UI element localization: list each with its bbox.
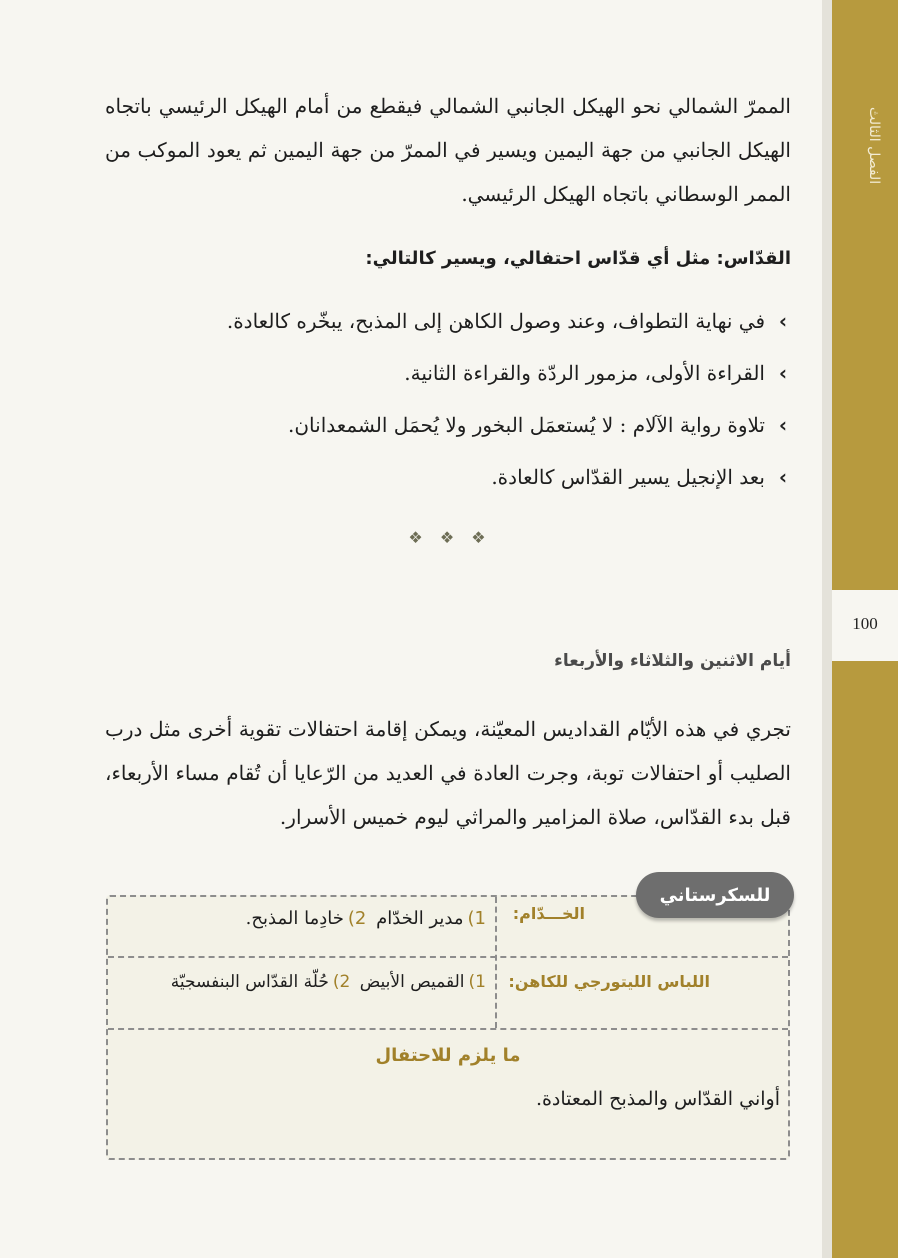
servers-label: الخـــدّام: xyxy=(512,904,585,923)
mass-heading: القدّاس: مثل أي قدّاس احتفالي، ويسير كالتالي: xyxy=(365,248,791,269)
requirements-text: أواني القدّاس والمذبح المعتادة. xyxy=(535,1088,780,1110)
procession-paragraph: الممرّ الشمالي نحو الهيكل الجانبي الشمالي فيقطع من أمام الهيكل الرئيسي باتجاه الهيكل الجانبي من جهة اليمين ويسير في الممرّ من جهة اليمين ثم يعود الموكب من الممر الوسطاني باتجاه الهيكل الرئيسي. xyxy=(105,94,791,206)
sacristan-tag: للسكرستاني xyxy=(636,872,794,918)
list-item xyxy=(105,347,791,399)
item-number: 2) xyxy=(332,972,351,992)
item-text: حُلّة القدّاس البنفسجيّة xyxy=(170,972,329,992)
item-text: خادِما المذبح. xyxy=(245,908,344,929)
item-number: 2) xyxy=(347,908,367,929)
item-text: مدير الخدّام xyxy=(376,908,464,929)
page-edge-strip xyxy=(822,0,832,1258)
ornament-divider-icon: ❖ ❖ ❖ xyxy=(408,528,492,547)
list-item xyxy=(105,451,791,503)
list-item xyxy=(105,295,791,347)
section-title: أيام الاثنين والثلاثاء والأربعاء xyxy=(554,651,791,671)
list-item-text: في نهاية التطواف، وعند وصول الكاهن إلى المذبح، يبخّره كالعادة. xyxy=(226,309,765,333)
item-number: 1) xyxy=(468,972,486,992)
chevron-left-icon: › xyxy=(778,309,788,333)
weekdays-paragraph: تجري في هذه الأيّام القداديس المعيّنة، ويمكن إقامة احتفالات تقوية أخرى مثل درب الصليب أو احتفالات توبة، وجرت العادة في العديد من الرّعايا أن تُقام مساء الأربعاء، قبل بدء القدّاس، صلاة المزامير والمراثي ليوم خميس الأسرار. xyxy=(105,717,791,829)
item-number: 1) xyxy=(467,908,486,929)
row-divider xyxy=(108,1028,788,1030)
column-divider xyxy=(495,897,497,1028)
page-number: 100 xyxy=(852,614,878,633)
requirements-heading: ما يلزم للاحتفال xyxy=(375,1045,521,1066)
mass-steps-list xyxy=(105,295,791,503)
list-item-text: القراءة الأولى، مزمور الردّة والقراءة الثانية. xyxy=(404,361,765,385)
list-item-text: تلاوة رواية الآلام : لا يُستعمَل البخور ولا يُحمَل الشمعدانان. xyxy=(287,413,765,437)
chapter-label: الفصل الثالث xyxy=(866,107,882,185)
servers-value xyxy=(120,908,490,929)
chapter-tab-lower xyxy=(832,661,898,1258)
chevron-left-icon: › xyxy=(778,361,788,385)
chevron-left-icon: › xyxy=(778,465,788,489)
vestments-label: اللباس الليتورجي للكاهن: xyxy=(508,972,710,991)
row-divider xyxy=(108,956,788,958)
chevron-left-icon: › xyxy=(778,413,788,437)
vestments-value xyxy=(112,972,490,992)
list-item xyxy=(105,399,791,451)
list-item-text: بعد الإنجيل يسير القدّاس كالعادة. xyxy=(491,465,765,489)
item-text: القميص الأبيض xyxy=(359,972,465,992)
